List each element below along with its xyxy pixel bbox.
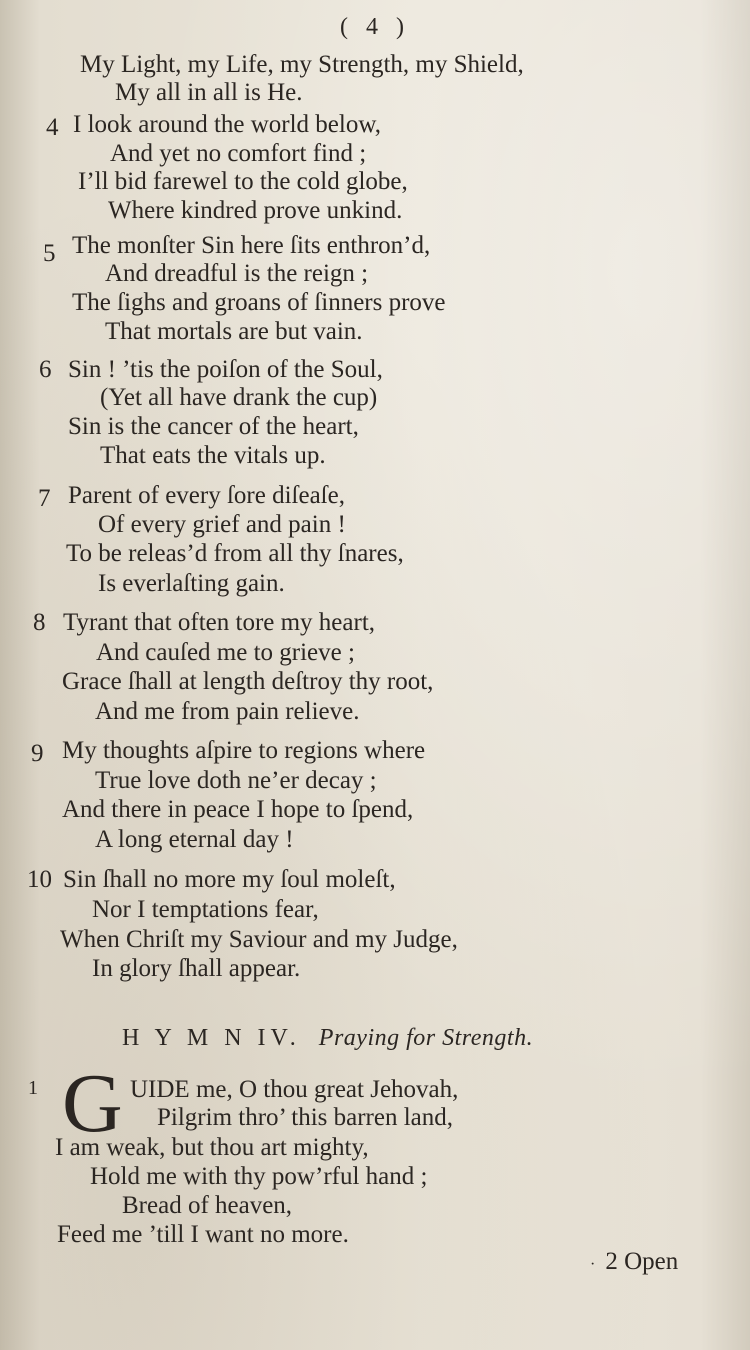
hymn-line: And cauſed me to grieve ; [96,639,355,666]
stanza-number: 6 [39,356,52,383]
stanza-number: 5 [43,240,56,267]
stanza-number: 7 [38,485,51,512]
hymn-heading [122,1025,533,1052]
hymn-line: Bread of heaven, [122,1192,293,1219]
hymn-line: My all in all is He. [115,79,303,106]
stanza-number: 10 [27,866,52,893]
hymn-line: Parent of every ſore diſeaſe, [68,482,345,509]
stanza-number: 4 [46,114,59,141]
hymn-line: The monſter Sin here ſits enthron’d, [72,232,431,259]
catchword-number: 2 [605,1248,618,1275]
hymn-line: In glory ſhall appear. [92,955,301,982]
hymn-line: That mortals are but vain. [105,318,363,345]
hymn-line: To be releas’d from all thy ſnares, [66,540,404,567]
hymn-line: My Light, my Life, my Strength, my Shield, [80,51,524,78]
hymn-line: Where kindred prove unkind. [108,197,403,224]
hymn-line: Of every grief and pain ! [98,511,346,538]
hymn-line: Tyrant that often tore my heart, [63,609,376,636]
catchword-marker: · [590,1256,596,1273]
hymn-line: And me from pain relieve. [95,698,360,725]
catchword-text: Open [624,1248,679,1275]
stanza-number: 8 [33,609,46,636]
hymn-line: Sin ſhall no more my ſoul moleſt, [63,866,396,893]
hymn-number-label: H Y M N IV. [122,1025,301,1051]
page-number-header: ( 4 ) [340,14,410,40]
hymn-line: Feed me ’till I want no more. [57,1221,349,1248]
hymn-line: Grace ſhall at length deſtroy thy root, [62,668,434,695]
stanza-number: 9 [31,740,44,767]
hymn-line: Sin ! ’tis the poiſon of the Soul, [68,356,383,383]
hymn-line: (Yet all have drank the cup) [100,384,378,411]
hymn-line: Pilgrim thro’ this barren land, [157,1104,454,1131]
hymn-line: And yet no comfort find ; [110,140,367,167]
hymn-line: That eats the vitals up. [100,442,326,469]
hymn-subtitle: Praying for Strength. [318,1025,534,1051]
stanza-number: 1 [28,1077,38,1099]
hymn-line: Hold me with thy pow’rful hand ; [90,1163,428,1190]
hymn-line: Is everlaſting gain. [98,570,285,597]
hymn-line: I am weak, but thou art mighty, [55,1134,369,1161]
catchword [590,1248,678,1276]
hymn-line: And dreadful is the reign ; [105,260,369,287]
hymn-line: True love doth ne’er decay ; [95,767,377,794]
hymn-line: I look around the world below, [73,111,382,138]
hymn-line: I’ll bid farewel to the cold globe, [78,168,408,195]
drop-cap: G [62,1057,123,1150]
hymn-line: A long eternal day ! [95,826,294,853]
hymn-line: When Chriſt my Saviour and my Judge, [60,926,458,953]
hymn-line: Nor I temptations fear, [92,896,319,923]
hymn-line: And there in peace I hope to ſpend, [62,796,414,823]
hymn-line: The ſighs and groans of ſinners prove [72,289,446,316]
hymn-line: My thoughts aſpire to regions where [62,737,426,764]
hymn-line: Sin is the cancer of the heart, [68,413,359,440]
hymn-line: UIDE me, O thou great Jehovah, [130,1076,459,1103]
